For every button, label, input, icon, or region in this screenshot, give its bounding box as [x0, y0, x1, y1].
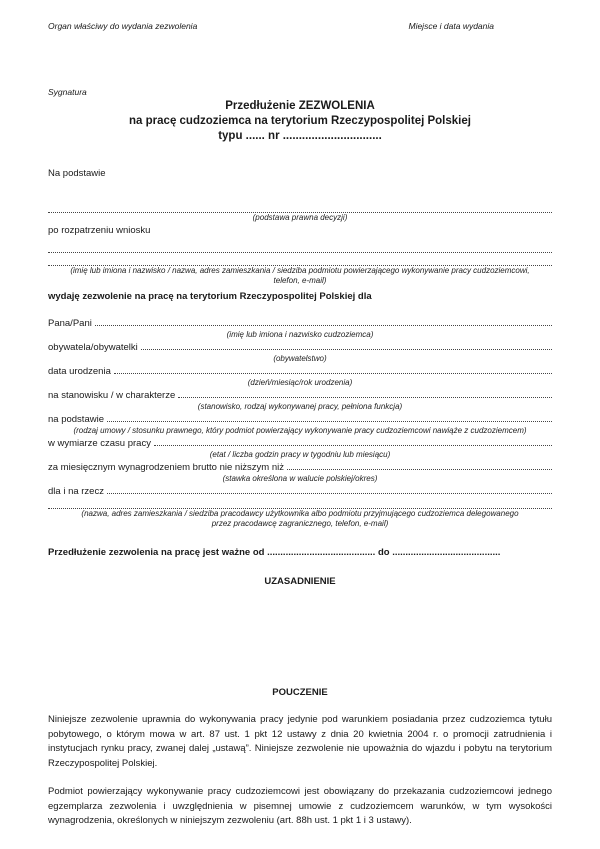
field-blank-line — [107, 420, 552, 422]
issuing-authority-label: Organ właściwy do wydania zezwolenia — [48, 21, 198, 31]
field-blank-line — [114, 372, 552, 374]
field-caption: (rodzaj umowy / stosunku prawnego, który podmiot powierzający wykonywanie pracy cudzoziemcowi nawiąże z cudzoziemcem) — [73, 426, 527, 435]
field-caption: (obywatelstwo) — [273, 354, 327, 363]
field-row-gross-salary — [48, 462, 552, 484]
instruction-paragraph-2: Podmiot powierzający wykonywanie pracy cudzoziemcowi jest obowiązany do przekazania cudzoziemcowi jednego egzemplarza zezwolenia i uwzględnienia w pisemnej umowie z cudzoziemcem warunków, w tym wysokości wynagrodzenia, określonych w niniejszym zezwoleniu (art. 88h ust. 1 pkt 1 i 3 ustawy). — [48, 786, 552, 826]
field-blank-line — [154, 444, 552, 446]
field-caption: (dzień/miesiąc/rok urodzenia) — [247, 378, 353, 387]
field-label: w wymiarze czasu pracy — [48, 438, 151, 449]
legal-basis-caption: (podstawa prawna decyzji) — [252, 213, 348, 222]
field-blank-line — [178, 396, 552, 398]
field-label: dla i na rzecz — [48, 486, 104, 497]
title-line-1: Przedłużenie ZEZWOLENIA — [225, 100, 375, 112]
field-row-foreigner-name — [48, 318, 552, 340]
field-row-birth-date — [48, 366, 552, 388]
document-title — [48, 99, 552, 144]
page-header — [48, 20, 552, 32]
field-label: na podstawie — [48, 414, 104, 425]
po-rozpatrzeniu-label: po rozpatrzeniu wniosku — [48, 225, 151, 236]
field-row-for-and-on-behalf — [48, 486, 552, 498]
field-blank-line — [107, 492, 552, 494]
field-row-citizenship — [48, 342, 552, 364]
signature-label: Sygnatura — [48, 87, 87, 97]
field-blank-line — [95, 324, 552, 326]
employer-blank-line-1 — [48, 252, 552, 253]
field-caption: (etat / liczba godzin pracy w tygodniu lub miesiącu) — [209, 450, 391, 459]
field-row-position — [48, 390, 552, 412]
na-podstawie-label: Na podstawie — [48, 168, 106, 179]
fields-section — [48, 318, 552, 498]
field-caption: (stawka określona w walucie polskiej/okres) — [222, 474, 378, 483]
field-label: na stanowisku / w charakterze — [48, 390, 176, 401]
field-row-working-time — [48, 438, 552, 460]
issue-statement: wydaję zezwolenie na pracę na terytorium Rzeczypospolitej Polskiej dla — [48, 291, 372, 302]
place-date-label: Miejsce i data wydania — [408, 21, 494, 31]
justification-heading: UZASADNIENIE — [264, 576, 336, 587]
validity-line: Przedłużenie zezwolenia na pracę jest ważne od ......................................... do ......................................... — [48, 547, 501, 558]
field-label: Pana/Pani — [48, 318, 92, 329]
field-blank-line — [141, 348, 552, 350]
field-label: obywatela/obywatelki — [48, 342, 138, 353]
field-caption: (stanowisko, rodzaj wykonywanej pracy, pełniona funkcja) — [197, 402, 403, 411]
employer-caption: (imię lub imiona i nazwisko / nazwa, adres zamieszkania / siedziba podmiotu powierzającego wykonywanie pracy cudzoziemcowi, telefon, e-mail) — [70, 266, 530, 285]
field-caption: (imię lub imiona i nazwisko cudzoziemca) — [226, 330, 374, 339]
field-label: za miesięcznym wynagrodzeniem brutto nie niższym niż — [48, 462, 285, 473]
title-line-3: typu ...... nr ............................... — [218, 130, 382, 142]
field-label: data urodzenia — [48, 366, 111, 377]
title-line-2: na pracę cudzoziemca na terytorium Rzeczypospolitej Polskiej — [129, 115, 471, 127]
field-row-contract-basis — [48, 414, 552, 436]
delegation-caption: (nazwa, adres zamieszkania / siedziba pracodawcy użytkownika albo podmiotu przyjmującego cudzoziemca delegowanego przez pracodawcę zagranicznego, telefon, e-mail) — [81, 509, 519, 528]
field-blank-line — [287, 468, 552, 470]
instruction-paragraph-1: Niniejsze zezwolenie uprawnia do wykonywania pracy jedynie pod warunkiem posiadania przez cudzoziemca tytułu pobytowego, o którym mowa w art. 87 ust. 1 pkt 12 ustawy z dnia 20 kwietnia 2004 r. o promocji zatrudnienia i instytucjach rynku pracy, zwanej dalej „ustawą”. Niniejsze zezwolenie nie upoważnia do wjazdu i pobytu na terytorium Rzeczypospolitej Polskiej. — [48, 714, 552, 769]
instruction-heading: POUCZENIE — [272, 687, 328, 698]
